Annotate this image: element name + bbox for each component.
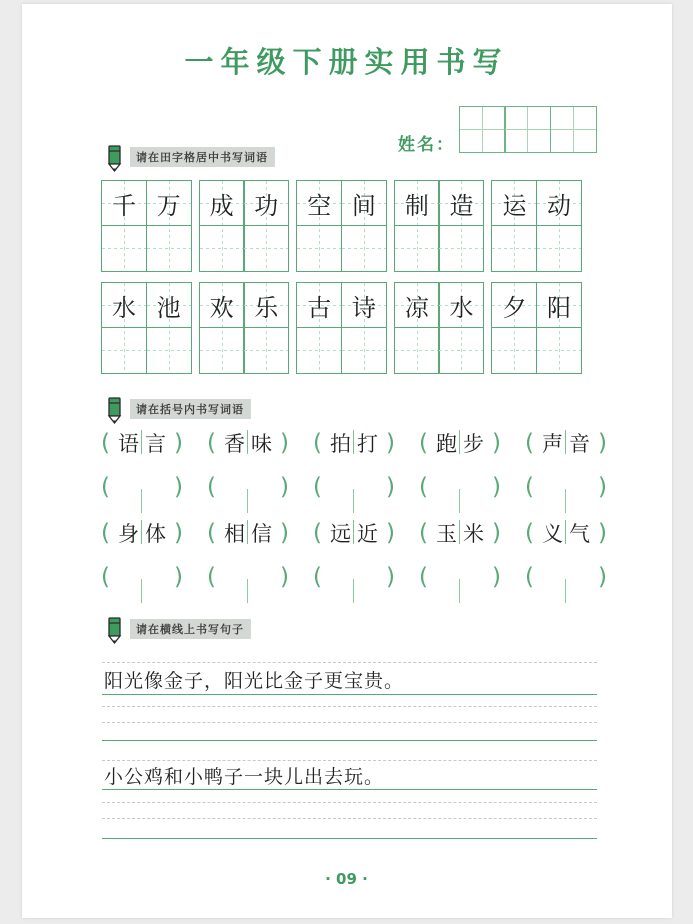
pencil-icon bbox=[104, 142, 126, 172]
close-bracket: ) bbox=[386, 520, 395, 546]
tianzige-box[interactable] bbox=[296, 282, 342, 374]
model-character: 千 bbox=[112, 192, 136, 220]
model-character: 远 bbox=[330, 522, 351, 546]
bracket-row bbox=[101, 428, 631, 458]
bracket-divider bbox=[247, 489, 248, 513]
bracket-word bbox=[101, 518, 207, 548]
bracket-blank[interactable] bbox=[525, 562, 631, 592]
model-character: 间 bbox=[351, 192, 376, 220]
grid-row bbox=[101, 180, 589, 272]
open-bracket: ( bbox=[525, 474, 534, 500]
model-character: 动 bbox=[547, 192, 572, 220]
bracket-blank[interactable] bbox=[525, 472, 631, 502]
bracket-divider bbox=[247, 430, 248, 454]
model-character: 言 bbox=[145, 432, 166, 456]
guide-line-dashed bbox=[102, 818, 597, 819]
close-bracket: ) bbox=[386, 474, 395, 500]
bracket-row-blank bbox=[101, 472, 631, 502]
guide-line-dashed bbox=[102, 662, 597, 663]
close-bracket: ) bbox=[174, 520, 183, 546]
bracket-blank[interactable] bbox=[313, 472, 419, 502]
bracket-divider bbox=[141, 520, 142, 544]
model-character: 语 bbox=[118, 432, 139, 456]
word-cell bbox=[101, 282, 192, 374]
model-character: 香 bbox=[224, 432, 245, 456]
model-character: 池 bbox=[156, 294, 181, 322]
open-bracket: ( bbox=[525, 564, 534, 590]
tianzige-box[interactable] bbox=[146, 282, 192, 374]
open-bracket: ( bbox=[419, 430, 428, 456]
pencil-icon bbox=[104, 394, 126, 424]
model-character: 成 bbox=[209, 192, 234, 220]
guide-line-dashed bbox=[102, 706, 597, 707]
bracket-divider bbox=[565, 430, 566, 454]
bracket-word bbox=[207, 518, 313, 548]
name-label: 姓名： bbox=[398, 135, 455, 155]
tianzige-box[interactable] bbox=[101, 180, 147, 272]
model-character: 制 bbox=[404, 192, 429, 220]
model-character: 近 bbox=[357, 522, 378, 546]
model-character: 阳 bbox=[547, 294, 572, 322]
bracket-inner bbox=[539, 518, 593, 548]
tianzige-box[interactable] bbox=[243, 282, 289, 374]
close-bracket: ) bbox=[280, 520, 289, 546]
tianzige-box[interactable] bbox=[199, 180, 245, 272]
tianzige-box[interactable] bbox=[243, 180, 289, 272]
model-character: 拍 bbox=[330, 432, 351, 456]
model-character: 步 bbox=[463, 432, 484, 456]
bracket-inner bbox=[433, 428, 487, 458]
bracket-blank[interactable] bbox=[207, 472, 313, 502]
word-cell bbox=[394, 282, 485, 374]
open-bracket: ( bbox=[101, 520, 110, 546]
close-bracket: ) bbox=[598, 430, 607, 456]
bracket-word bbox=[313, 518, 419, 548]
bracket-word bbox=[313, 428, 419, 458]
bracket-row bbox=[101, 518, 631, 548]
word-cell bbox=[491, 282, 582, 374]
bracket-inner bbox=[115, 518, 169, 548]
bracket-inner bbox=[539, 428, 593, 458]
name-field[interactable] bbox=[460, 106, 597, 153]
model-character: 信 bbox=[251, 522, 272, 546]
close-bracket: ) bbox=[492, 564, 501, 590]
close-bracket: ) bbox=[598, 564, 607, 590]
open-bracket: ( bbox=[313, 520, 322, 546]
bracket-inner bbox=[221, 428, 275, 458]
open-bracket: ( bbox=[525, 520, 534, 546]
bracket-word bbox=[525, 428, 631, 458]
bracket-inner bbox=[221, 518, 275, 548]
model-character: 音 bbox=[569, 432, 590, 456]
model-character: 诗 bbox=[351, 294, 376, 322]
word-cell bbox=[394, 180, 485, 272]
open-bracket: ( bbox=[207, 520, 216, 546]
word-cell bbox=[491, 180, 582, 272]
close-bracket: ) bbox=[174, 564, 183, 590]
section-label: 请在横线上书写句子 bbox=[130, 619, 251, 639]
model-character: 相 bbox=[224, 522, 245, 546]
word-cell bbox=[296, 282, 387, 374]
open-bracket: ( bbox=[313, 474, 322, 500]
tianzige-box[interactable] bbox=[199, 282, 245, 374]
model-character: 运 bbox=[502, 192, 527, 220]
guide-line-dashed bbox=[102, 722, 597, 723]
tianzige-box[interactable] bbox=[438, 180, 484, 272]
model-character: 夕 bbox=[502, 294, 527, 322]
model-character: 凉 bbox=[404, 294, 429, 322]
close-bracket: ) bbox=[492, 520, 501, 546]
page-number: · 09 · bbox=[325, 870, 368, 888]
bracket-divider bbox=[353, 430, 354, 454]
model-character: 味 bbox=[251, 432, 272, 456]
bracket-divider bbox=[459, 579, 460, 603]
close-bracket: ) bbox=[598, 520, 607, 546]
page-title: 一年级下册实用书写 bbox=[184, 45, 509, 79]
open-bracket: ( bbox=[419, 564, 428, 590]
bracket-divider bbox=[247, 579, 248, 603]
open-bracket: ( bbox=[419, 474, 428, 500]
open-bracket: ( bbox=[525, 430, 534, 456]
grid-row bbox=[101, 282, 589, 374]
open-bracket: ( bbox=[101, 430, 110, 456]
model-character: 空 bbox=[307, 192, 332, 220]
open-bracket: ( bbox=[207, 474, 216, 500]
bracket-divider bbox=[141, 579, 142, 603]
close-bracket: ) bbox=[492, 474, 501, 500]
model-character: 声 bbox=[542, 432, 563, 456]
pencil-icon bbox=[104, 614, 126, 644]
bracket-divider bbox=[353, 489, 354, 513]
writing-line[interactable] bbox=[102, 694, 597, 695]
model-character: 古 bbox=[307, 294, 332, 322]
sentence-1: 阳光像金子，阳光比金子更宝贵。 bbox=[104, 670, 405, 692]
bracket-word bbox=[419, 518, 525, 548]
tianzige-box[interactable] bbox=[394, 180, 440, 272]
model-character: 气 bbox=[569, 522, 590, 546]
section-header-lines bbox=[104, 614, 251, 644]
bracket-inner bbox=[327, 518, 381, 548]
bracket-word bbox=[525, 518, 631, 548]
bracket-divider bbox=[141, 489, 142, 513]
bracket-divider bbox=[353, 520, 354, 544]
model-character: 米 bbox=[463, 522, 484, 546]
guide-line-dashed bbox=[102, 802, 597, 803]
writing-line[interactable] bbox=[102, 838, 597, 839]
tianzige-box[interactable] bbox=[341, 180, 387, 272]
bracket-blank[interactable] bbox=[207, 562, 313, 592]
bracket-word bbox=[419, 428, 525, 458]
word-cell bbox=[199, 282, 290, 374]
close-bracket: ) bbox=[386, 564, 395, 590]
model-character: 打 bbox=[357, 432, 378, 456]
writing-line[interactable] bbox=[102, 789, 597, 790]
open-bracket: ( bbox=[207, 564, 216, 590]
bracket-blank[interactable] bbox=[313, 562, 419, 592]
model-character: 跑 bbox=[436, 432, 457, 456]
section-label: 请在括号内书写词语 bbox=[130, 399, 251, 419]
name-box[interactable] bbox=[504, 106, 551, 153]
section-label: 请在田字格居中书写词语 bbox=[130, 147, 275, 167]
tianzige-box[interactable] bbox=[491, 282, 537, 374]
tianzige-box[interactable] bbox=[146, 180, 192, 272]
bracket-divider bbox=[247, 520, 248, 544]
open-bracket: ( bbox=[313, 564, 322, 590]
model-character: 义 bbox=[542, 522, 563, 546]
bracket-blank[interactable] bbox=[101, 562, 207, 592]
sentence-2: 小公鸡和小鸭子一块儿出去玩。 bbox=[104, 766, 385, 788]
guide-line-dashed bbox=[102, 760, 597, 761]
bracket-divider bbox=[459, 430, 460, 454]
close-bracket: ) bbox=[386, 430, 395, 456]
close-bracket: ) bbox=[174, 430, 183, 456]
bracket-blank[interactable] bbox=[101, 472, 207, 502]
bracket-divider bbox=[459, 489, 460, 513]
bracket-divider bbox=[459, 520, 460, 544]
name-box[interactable] bbox=[550, 106, 597, 153]
word-cell bbox=[199, 180, 290, 272]
word-cell bbox=[296, 180, 387, 272]
open-bracket: ( bbox=[101, 474, 110, 500]
tianzige-box[interactable] bbox=[394, 282, 440, 374]
bracket-divider bbox=[141, 430, 142, 454]
model-character: 万 bbox=[156, 192, 181, 220]
tianzige-box[interactable] bbox=[536, 282, 582, 374]
open-bracket: ( bbox=[419, 520, 428, 546]
close-bracket: ) bbox=[280, 474, 289, 500]
close-bracket: ) bbox=[174, 474, 183, 500]
model-character: 水 bbox=[449, 294, 474, 322]
bracket-inner bbox=[433, 518, 487, 548]
bracket-inner bbox=[327, 428, 381, 458]
name-box[interactable] bbox=[459, 106, 506, 153]
model-character: 身 bbox=[118, 522, 139, 546]
model-character: 造 bbox=[449, 192, 474, 220]
bracket-divider bbox=[565, 579, 566, 603]
model-character: 功 bbox=[254, 192, 279, 220]
bracket-divider bbox=[565, 489, 566, 513]
section-header-grid bbox=[104, 142, 275, 172]
close-bracket: ) bbox=[280, 564, 289, 590]
model-character: 体 bbox=[145, 522, 166, 546]
writing-line[interactable] bbox=[102, 740, 597, 741]
model-character: 玉 bbox=[436, 522, 457, 546]
open-bracket: ( bbox=[101, 564, 110, 590]
close-bracket: ) bbox=[280, 430, 289, 456]
tianzige-box[interactable] bbox=[101, 282, 147, 374]
model-character: 乐 bbox=[254, 294, 279, 322]
open-bracket: ( bbox=[207, 430, 216, 456]
tianzige-box[interactable] bbox=[341, 282, 387, 374]
bracket-blank[interactable] bbox=[419, 562, 525, 592]
bracket-word bbox=[101, 428, 207, 458]
word-cell bbox=[101, 180, 192, 272]
open-bracket: ( bbox=[313, 430, 322, 456]
bracket-row-blank bbox=[101, 562, 631, 592]
section-header-brackets bbox=[104, 394, 251, 424]
model-character: 欢 bbox=[209, 294, 234, 322]
bracket-blank[interactable] bbox=[419, 472, 525, 502]
tianzige-box[interactable] bbox=[491, 180, 537, 272]
close-bracket: ) bbox=[492, 430, 501, 456]
tianzige-box[interactable] bbox=[296, 180, 342, 272]
bracket-inner bbox=[115, 428, 169, 458]
bracket-divider bbox=[353, 579, 354, 603]
model-character: 水 bbox=[112, 294, 136, 322]
tianzige-box[interactable] bbox=[438, 282, 484, 374]
bracket-word bbox=[207, 428, 313, 458]
tianzige-box[interactable] bbox=[536, 180, 582, 272]
close-bracket: ) bbox=[598, 474, 607, 500]
bracket-divider bbox=[565, 520, 566, 544]
